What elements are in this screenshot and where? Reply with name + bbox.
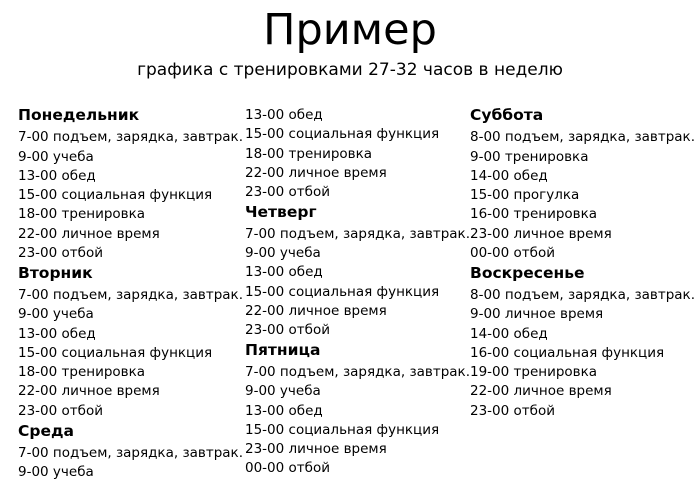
- schedule-line: 7-00 подъем, зарядка, завтрак.: [18, 445, 244, 461]
- day-heading-friday: Пятница: [245, 341, 321, 359]
- schedule-line: 22-00 личное время: [245, 165, 387, 181]
- schedule-line: 15-00 социальная функция: [245, 126, 440, 142]
- schedule-line: 18-00 тренировка: [245, 146, 373, 162]
- schedule-line: 22-00 личное время: [18, 226, 160, 242]
- schedule-line: 14-00 обед: [470, 326, 548, 342]
- schedule-line: 9-00 личное время: [470, 306, 604, 322]
- schedule-line: 15-00 прогулка: [470, 187, 580, 203]
- schedule-line: 9-00 учеба: [18, 464, 94, 480]
- schedule-line: 7-00 подъем, зарядка, завтрак.: [18, 129, 244, 145]
- schedule-line: 9-00 учеба: [245, 383, 321, 399]
- schedule-line: 16-00 тренировка: [470, 206, 598, 222]
- page-subtitle: графика с тренировками 27-32 часов в неделю: [137, 60, 563, 80]
- schedule-line: 8-00 подъем, зарядка, завтрак.: [470, 287, 696, 303]
- schedule-line: 13-00 обед: [245, 403, 323, 419]
- schedule-line: 15-00 социальная функция: [18, 345, 213, 361]
- day-heading-tuesday: Вторник: [18, 264, 93, 282]
- schedule-line: 16-00 социальная функция: [470, 345, 665, 361]
- schedule-line: 23-00 отбой: [470, 403, 556, 419]
- schedule-line: 9-00 тренировка: [470, 149, 589, 165]
- schedule-line: 22-00 личное время: [470, 383, 612, 399]
- day-heading-saturday: Суббота: [470, 106, 544, 124]
- day-heading-wednesday: Среда: [18, 422, 74, 440]
- schedule-line: 18-00 тренировка: [18, 206, 146, 222]
- schedule-line: 15-00 социальная функция: [18, 187, 213, 203]
- schedule-line: 13-00 обед: [245, 107, 323, 123]
- schedule-line: 23-00 отбой: [18, 245, 104, 261]
- schedule-line: 18-00 тренировка: [18, 364, 146, 380]
- schedule-line: 9-00 учеба: [18, 149, 94, 165]
- schedule-line: 23-00 отбой: [245, 184, 331, 200]
- schedule-line: 8-00 подъем, зарядка, завтрак.: [470, 129, 696, 145]
- schedule-line: 23-00 отбой: [18, 403, 104, 419]
- schedule-line: 13-00 обед: [18, 326, 96, 342]
- schedule-line: 22-00 личное время: [245, 303, 387, 319]
- schedule-line: 22-00 личное время: [18, 383, 160, 399]
- schedule-line: 14-00 обед: [470, 168, 548, 184]
- schedule-line: 19-00 тренировка: [470, 364, 598, 380]
- schedule-line: 7-00 подъем, зарядка, завтрак.: [245, 364, 471, 380]
- schedule-line: 00-00 отбой: [470, 245, 556, 261]
- schedule-line: 23-00 личное время: [245, 441, 387, 457]
- day-heading-monday: Понедельник: [18, 106, 140, 124]
- schedule-line: 00-00 отбой: [245, 460, 331, 476]
- schedule-line: 13-00 обед: [245, 264, 323, 280]
- schedule-line: 7-00 подъем, зарядка, завтрак.: [18, 287, 244, 303]
- schedule-line: 15-00 социальная функция: [245, 284, 440, 300]
- schedule-line: 7-00 подъем, зарядка, завтрак.: [245, 226, 471, 242]
- day-heading-sunday: Воскресенье: [470, 264, 585, 282]
- schedule-line: 23-00 личное время: [470, 226, 612, 242]
- page-title: Пример: [263, 5, 437, 55]
- schedule-line: 9-00 учеба: [18, 306, 94, 322]
- schedule-line: 15-00 социальная функция: [245, 422, 440, 438]
- day-heading-thursday: Четверг: [245, 203, 317, 221]
- schedule-line: 23-00 отбой: [245, 322, 331, 338]
- schedule-line: 9-00 учеба: [245, 245, 321, 261]
- schedule-line: 13-00 обед: [18, 168, 96, 184]
